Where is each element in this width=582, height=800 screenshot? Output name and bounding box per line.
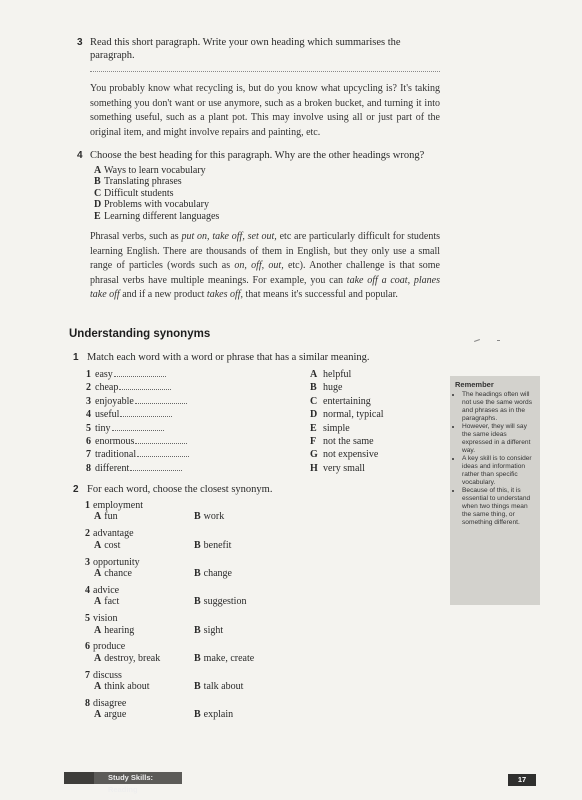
footer-label-text: Study Skills: Reading: [108, 773, 154, 794]
paragraph-text: etc). Another challenge is that some phrasal verbs have multiple meanings. For example, you can: [90, 260, 440, 286]
paragraph-text: Phrasal verbs, such as: [90, 231, 182, 242]
answer-blank[interactable]: [135, 395, 187, 404]
word: enormous: [95, 436, 135, 448]
remember-box: [450, 376, 540, 605]
option-letter: E: [94, 210, 101, 222]
paragraph-italic: takes off,: [206, 289, 244, 301]
list-item: [85, 698, 315, 726]
meaning: very small: [323, 462, 365, 474]
list-item: E simple: [310, 422, 350, 434]
item-number: 1: [85, 500, 90, 511]
option-b[interactable]: B make, create: [194, 652, 255, 664]
option-text: Learning different languages: [104, 210, 220, 222]
meaning: normal, typical: [323, 409, 384, 421]
option-text: Difficult students: [104, 187, 174, 199]
list-item: 7 traditional: [80, 448, 189, 461]
footer-book-label: [64, 772, 182, 794]
word: cheap: [95, 382, 119, 394]
word: opportunity: [93, 556, 140, 568]
q4-option[interactable]: [94, 199, 219, 210]
list-item: B huge: [310, 382, 343, 394]
remember-point: • However, they will say the same ideas expressed in a different way.: [462, 423, 535, 455]
option-letter: B: [94, 176, 101, 188]
list-item: [85, 641, 315, 669]
q4-option[interactable]: [94, 188, 219, 199]
item-number: 7: [85, 669, 90, 681]
paragraph-italic: on, off, out,: [234, 260, 284, 272]
list-item: 8 different: [80, 462, 189, 475]
option-b[interactable]: B work: [194, 511, 225, 523]
item-number: 3: [85, 556, 90, 568]
q4-option[interactable]: [94, 211, 219, 222]
answer-blank[interactable]: [130, 462, 182, 471]
answer-blank[interactable]: [135, 435, 187, 444]
list-item: D normal, typical: [310, 409, 384, 421]
q3-paragraph: You probably know what recycling is, but do you know what upcycling is? It's taking something you don't want or use anymore, such as a broken bucket, and turning it into something useful, such as a plant pot. This may involve using all or just part of the original item, and might involve repairs and painting, etc.: [90, 83, 440, 138]
q4-prompt: Choose the best heading for this paragraph. Why are the other headings wrong?: [90, 150, 425, 161]
answer-blank[interactable]: [112, 422, 164, 431]
meaning: not the same: [323, 436, 374, 448]
remember-point: • Because of this, it is essential to understand when two things mean the same thing, or something different.: [462, 487, 535, 527]
q4-number: 4: [77, 150, 83, 161]
item-number: 6: [85, 641, 90, 653]
option-letter: C: [94, 187, 102, 199]
option-a[interactable]: A hearing: [94, 624, 135, 636]
item-number: 2: [85, 528, 90, 540]
answer-blank[interactable]: [114, 368, 166, 377]
answer-blank[interactable]: [137, 448, 189, 457]
answer-blank[interactable]: [120, 408, 172, 417]
q4-option[interactable]: [94, 176, 219, 187]
remember-list: [455, 391, 535, 527]
word: disagree: [93, 698, 127, 710]
word: employment: [93, 500, 143, 511]
word: advantage: [93, 528, 134, 540]
list-item: 4 useful: [80, 408, 189, 421]
ex1-word-list: [80, 368, 189, 475]
option-text: Problems with vocabulary: [104, 199, 209, 211]
option-letter: A: [94, 165, 102, 176]
q3-answer-line[interactable]: [90, 70, 440, 72]
paragraph-text: that means it's successful and popular.: [243, 289, 398, 301]
option-text: Translating phrases: [104, 176, 182, 188]
meaning: simple: [323, 422, 350, 434]
q4-options: [94, 165, 219, 222]
word: advice: [93, 584, 120, 596]
ex2-prompt: For each word, choose the closest synonym.: [87, 484, 273, 495]
meaning: not expensive: [323, 449, 379, 461]
remember-point: • A key skill is to consider ideas and information rather than specific vocabulary.: [462, 455, 535, 487]
option-letter: D: [94, 199, 102, 211]
q3-number: 3: [77, 37, 83, 48]
page-number: 17: [508, 774, 536, 786]
word: useful: [95, 409, 120, 421]
option-a[interactable]: A destroy, break: [94, 652, 161, 664]
remember-point: • The headings often will not use the same words and phrases as in the paragraphs.: [462, 391, 535, 423]
paragraph-text: etc are particularly difficult for students learning English. There are thousands of them in English, but they only use a small range of particles (words such as: [90, 231, 441, 272]
item-number: 8: [85, 698, 90, 710]
option-b[interactable]: B explain: [194, 709, 234, 721]
list-item: 1 easy: [80, 368, 189, 381]
list-item: 3 enjoyable: [80, 395, 189, 408]
word: produce: [93, 641, 126, 653]
list-item: [85, 528, 315, 556]
meaning: helpful: [323, 369, 352, 380]
option-a[interactable]: A chance: [94, 568, 132, 579]
option-b[interactable]: B benefit: [194, 539, 232, 551]
list-item: 6 enormous: [80, 435, 189, 448]
section-heading: Understanding synonyms: [69, 328, 211, 340]
option-b[interactable]: B talk about: [194, 681, 244, 693]
answer-blank[interactable]: [119, 381, 171, 390]
ex1-meaning-list: [310, 368, 384, 475]
list-item: G not expensive: [310, 449, 379, 461]
q3-prompt: Read this short paragraph. Write your own heading which summarises the paragraph.: [90, 37, 401, 61]
meaning: huge: [323, 382, 343, 394]
item-number: 5: [85, 613, 90, 625]
q4-paragraph: [90, 230, 440, 303]
item-number: 4: [85, 584, 90, 596]
word: traditional: [95, 449, 137, 461]
list-item: [85, 500, 315, 528]
ex2-items: [85, 500, 315, 726]
option-a[interactable]: A cost: [94, 539, 121, 551]
option-b[interactable]: B sight: [194, 624, 224, 636]
list-item: C entertaining: [310, 395, 371, 407]
list-item: A helpful: [310, 369, 352, 380]
list-item: H very small: [310, 462, 365, 474]
paragraph-italic: take off a coat, planes take off: [90, 274, 440, 301]
q4-option[interactable]: [94, 165, 219, 176]
list-item: F not the same: [310, 436, 374, 448]
paragraph-text: and if a new product: [119, 289, 207, 301]
option-text: Ways to learn vocabulary: [104, 165, 206, 176]
ex1-number: 1: [73, 352, 79, 363]
option-b[interactable]: B suggestion: [194, 596, 247, 608]
list-item: 5 tiny: [80, 422, 189, 435]
word: enjoyable: [95, 395, 134, 407]
list-item: 2 cheap: [80, 381, 189, 394]
option-a[interactable]: A argue: [94, 709, 127, 721]
word: different: [95, 462, 130, 474]
ex1-prompt: Match each word with a word or phrase that has a similar meaning.: [87, 352, 370, 363]
option-a[interactable]: A fun: [94, 511, 118, 523]
pen-mark: [497, 340, 500, 341]
meaning: entertaining: [323, 395, 371, 407]
list-item: [85, 670, 315, 698]
word: tiny: [95, 422, 111, 434]
list-item: [85, 557, 315, 585]
paragraph-italic: put on, take off, set out,: [181, 231, 277, 242]
ex2-number: 2: [73, 484, 79, 495]
option-a[interactable]: A think about: [94, 681, 150, 693]
word: discuss: [93, 669, 122, 681]
word: vision: [93, 613, 118, 625]
option-a[interactable]: A fact: [94, 596, 120, 608]
remember-title: Remember: [455, 380, 494, 389]
pen-mark: [474, 339, 480, 342]
word: easy: [95, 369, 113, 380]
option-b[interactable]: B change: [194, 568, 232, 579]
list-item: [85, 613, 315, 641]
list-item: [85, 585, 315, 613]
